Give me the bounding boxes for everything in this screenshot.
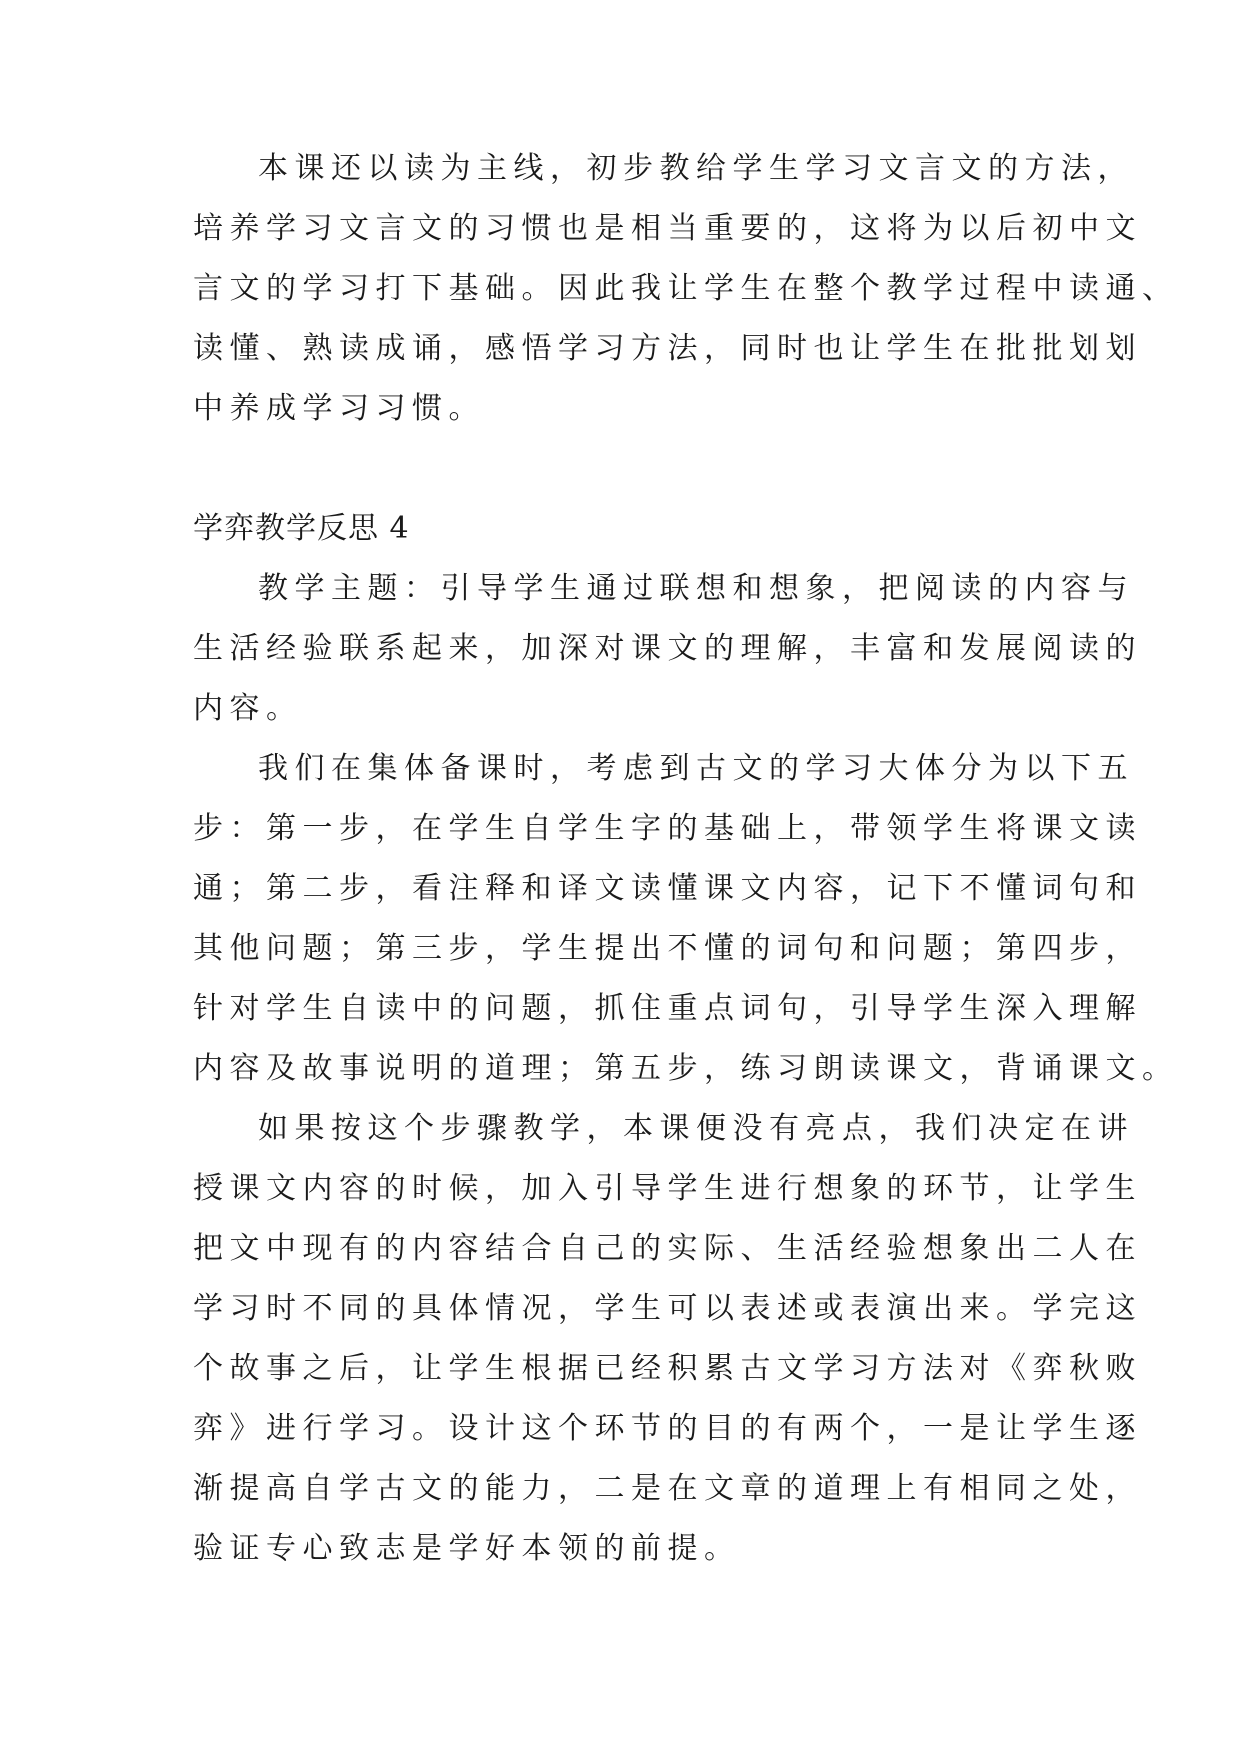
paragraph-line: 教学主题：引导学生通过联想和想象，把阅读的内容与	[258, 571, 1134, 606]
paragraph-line: 渐提高自学古文的能力，二是在文章的道理上有相同之处，	[193, 1471, 1142, 1506]
paragraph-line: 言文的学习打下基础。因此我让学生在整个教学过程中读通、	[193, 271, 1179, 306]
section-heading: 学弈教学反思 4	[193, 511, 410, 546]
paragraph-line: 验证专心致志是学好本领的前提。	[193, 1531, 741, 1566]
paragraph-line: 读懂、熟读成诵，感悟学习方法，同时也让学生在批批划划	[193, 331, 1142, 366]
paragraph-line: 授课文内容的时候，加入引导学生进行想象的环节，让学生	[193, 1171, 1142, 1206]
paragraph-line: 生活经验联系起来，加深对课文的理解，丰富和发展阅读的	[193, 631, 1142, 666]
paragraph-line: 内容。	[193, 691, 303, 726]
paragraph-line: 个故事之后，让学生根据已经积累古文学习方法对《弈秋败	[193, 1351, 1142, 1386]
paragraph-line: 我们在集体备课时，考虑到古文的学习大体分为以下五	[258, 751, 1134, 786]
paragraph-line: 弈》进行学习。设计这个环节的目的有两个，一是让学生逐	[193, 1411, 1142, 1446]
paragraph-line: 本课还以读为主线，初步教给学生学习文言文的方法，	[258, 151, 1134, 186]
paragraph-line: 学习时不同的具体情况，学生可以表述或表演出来。学完这	[193, 1291, 1142, 1326]
paragraph-line: 针对学生自读中的问题，抓住重点词句，引导学生深入理解	[193, 991, 1142, 1026]
paragraph-line: 通；第二步，看注释和译文读懂课文内容，记下不懂词句和	[193, 871, 1142, 906]
paragraph-line: 步：第一步，在学生自学生字的基础上，带领学生将课文读	[193, 811, 1142, 846]
paragraph-line: 中养成学习习惯。	[193, 391, 485, 426]
paragraph-line: 其他问题；第三步，学生提出不懂的词句和问题；第四步，	[193, 931, 1142, 966]
paragraph-line: 培养学习文言文的习惯也是相当重要的，这将为以后初中文	[193, 211, 1142, 246]
paragraph-line: 把文中现有的内容结合自己的实际、生活经验想象出二人在	[193, 1231, 1142, 1266]
paragraph-line: 内容及故事说明的道理；第五步，练习朗读课文，背诵课文。	[193, 1051, 1179, 1086]
paragraph-line: 如果按这个步骤教学，本课便没有亮点，我们决定在讲	[258, 1111, 1134, 1146]
